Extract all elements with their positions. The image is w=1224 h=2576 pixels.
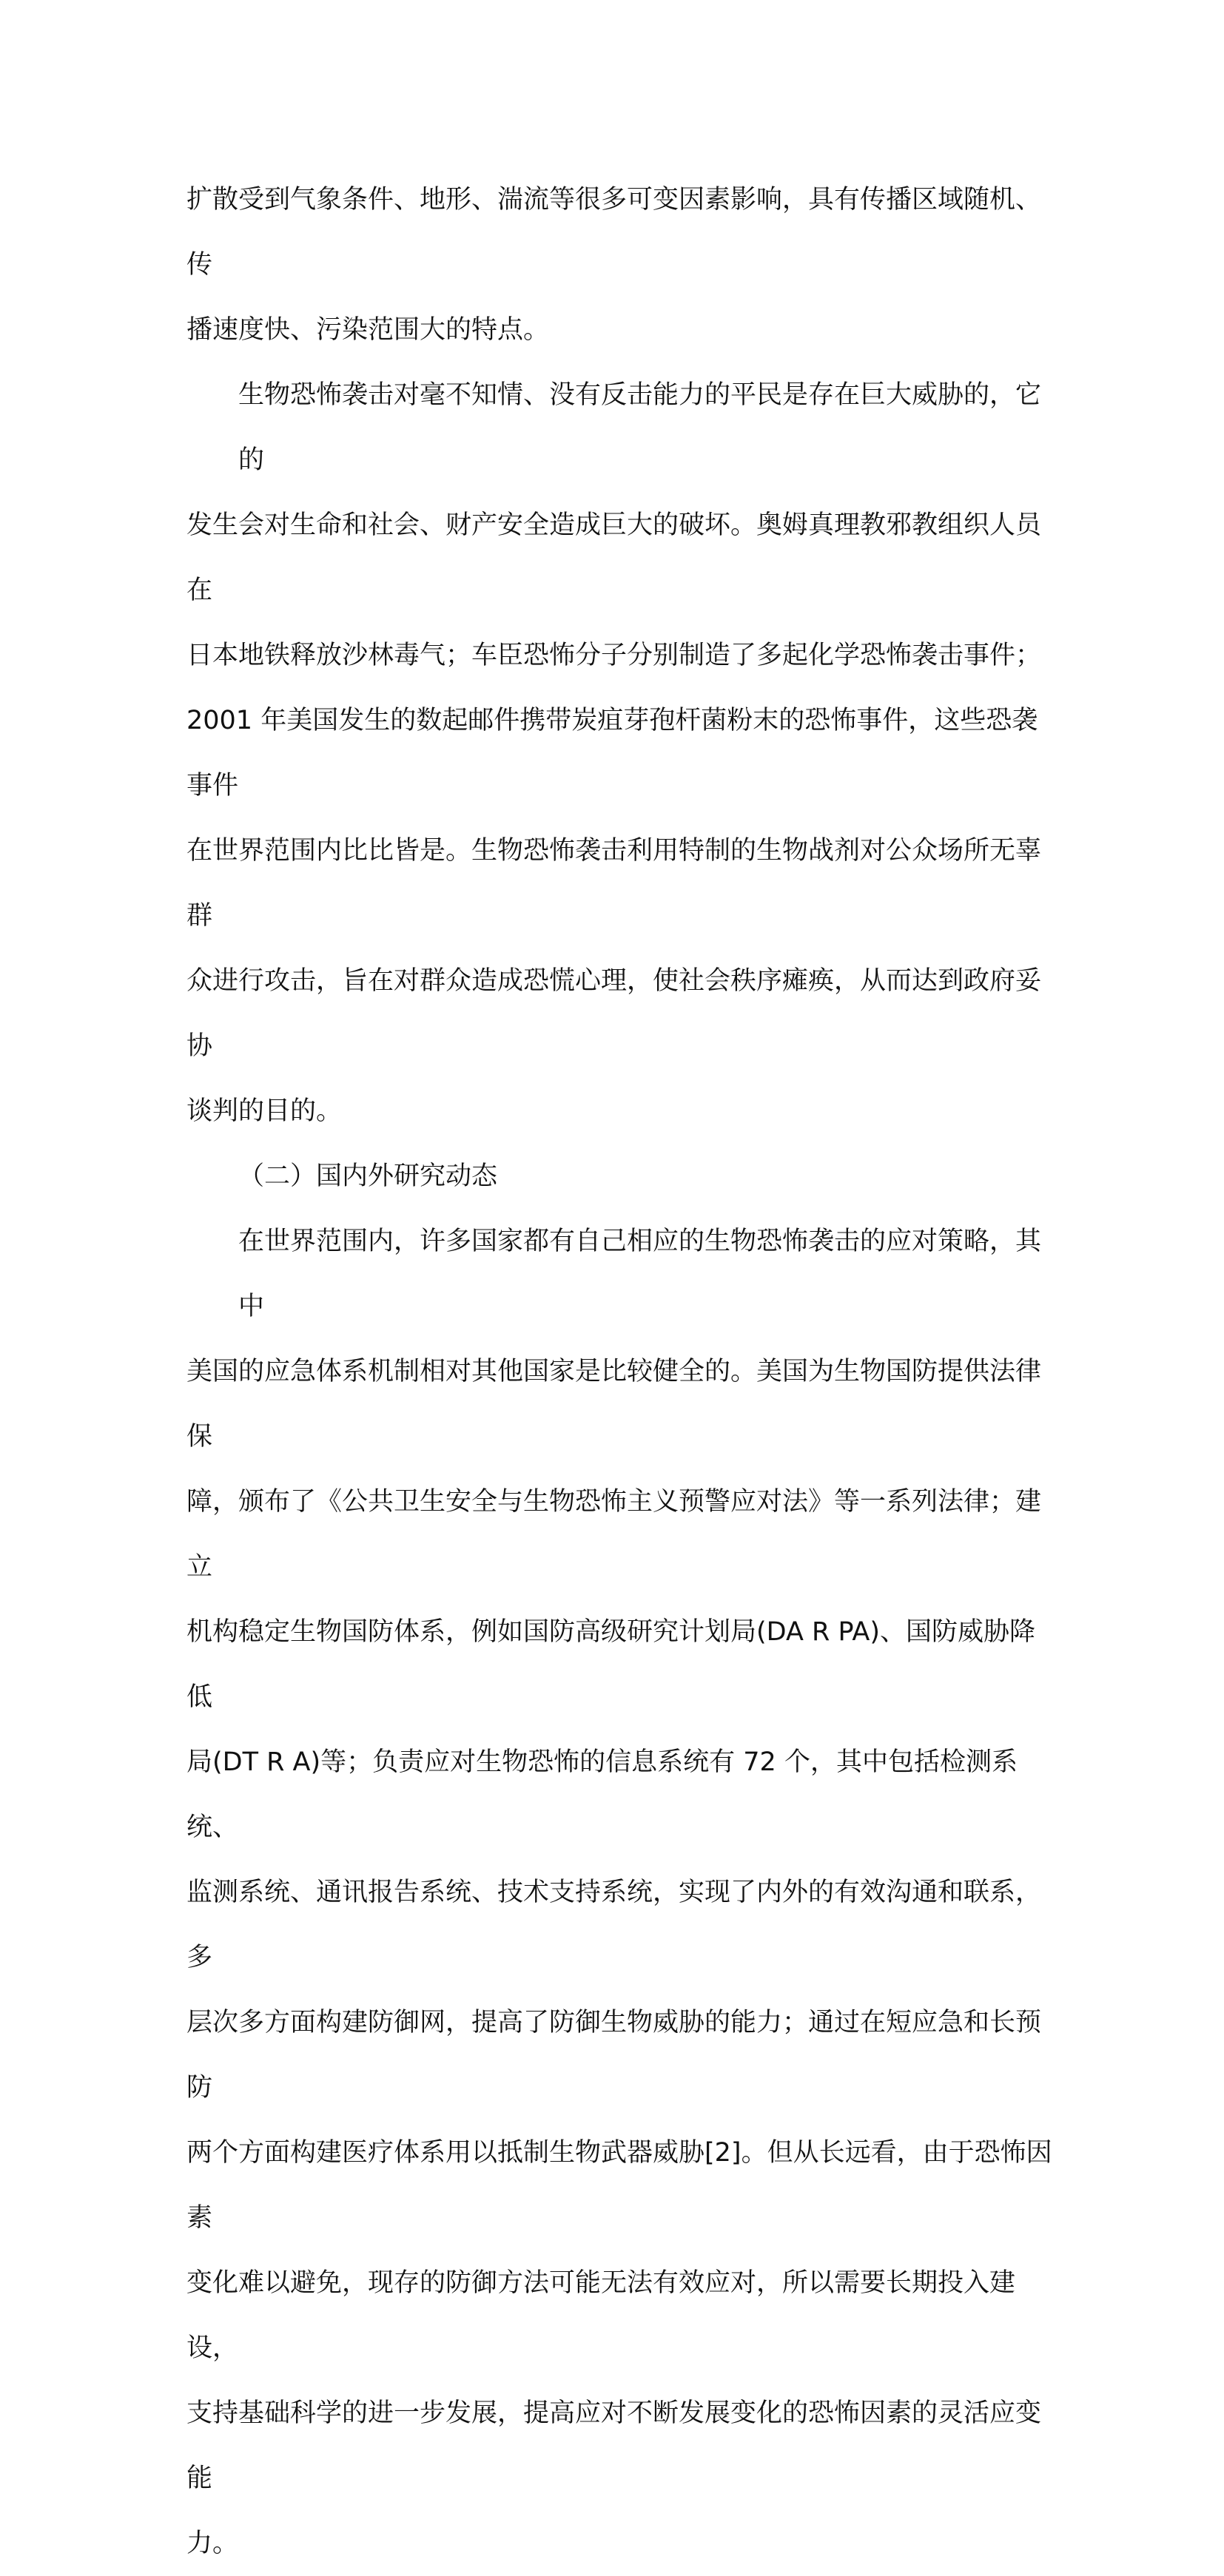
text-line: 层次多方面构建防御网，提高了防御生物威胁的能力；通过在短应急和长预防: [186, 2008, 1042, 2103]
text-line: 变化难以避免，现存的防御方法可能无法有效应对，所以需要长期投入建设，: [186, 2268, 1016, 2363]
text-line: 谈判的目的。: [186, 1096, 343, 1126]
text-line: 众进行攻击，旨在对群众造成恐慌心理，使社会秩序瘫痪，从而达到政府妥协: [186, 966, 1042, 1061]
text-line: 支持基础科学的进一步发展，提高应对不断发展变化的恐怖因素的灵活应变能: [186, 2398, 1042, 2493]
text-line: 生物恐怖袭击对毫不知情、没有反击能力的平民是存在巨大威胁的，它的: [238, 380, 1042, 475]
text-line: 在世界范围内，许多国家都有自己相应的生物恐怖袭击的应对策略，其中: [238, 1227, 1042, 1321]
text-line: 播速度快、污染范围大的特点。: [186, 315, 550, 345]
text-line: 在世界范围内比比皆是。生物恐怖袭击利用特制的生物战剂对公众场所无辜群: [186, 836, 1042, 931]
text-line: 力。: [186, 2529, 239, 2558]
text-line: 两个方面构建医疗体系用以抵制生物武器威胁[2]。但从长远看，由于恐怖因素: [186, 2138, 1052, 2233]
paragraph-2: [186, 363, 1052, 1144]
text-line: 日本地铁释放沙林毒气；车臣恐怖分子分别制造了多起化学恐怖袭击事件；: [186, 641, 1042, 670]
paragraph-1: [186, 167, 1052, 363]
paragraph-3: [186, 1209, 1052, 2576]
text-line: 监测系统、通讯报告系统、技术支持系统，实现了内外的有效沟通和联系，多: [186, 1878, 1042, 1972]
text-line: 机构稳定生物国防体系，例如国防高级研究计划局(DA R PA)、国防威胁降低: [186, 1617, 1035, 1712]
document-page: [186, 167, 1052, 2576]
text-line: 局(DT R A)等；负责应对生物恐怖的信息系统有 72 个，其中包括检测系统、: [186, 1747, 1018, 1842]
text-line: 障，颁布了《公共卫生安全与生物恐怖主义预警应对法》等一系列法律；建立: [186, 1487, 1042, 1582]
section-heading: （二）国内外研究动态: [238, 1161, 498, 1191]
text-line: 发生会对生命和社会、财产安全造成巨大的破坏。奥姆真理教邪教组织人员在: [186, 510, 1042, 605]
text-line: 美国的应急体系机制相对其他国家是比较健全的。美国为生物国防提供法律保: [186, 1357, 1042, 1451]
text-line: 2001 年美国发生的数起邮件携带炭疽芽孢杆菌粉末的恐怖事件，这些恐袭事件: [186, 706, 1038, 800]
text-line: 扩散受到气象条件、地形、湍流等很多可变因素影响，具有传播区域随机、传: [186, 185, 1042, 280]
